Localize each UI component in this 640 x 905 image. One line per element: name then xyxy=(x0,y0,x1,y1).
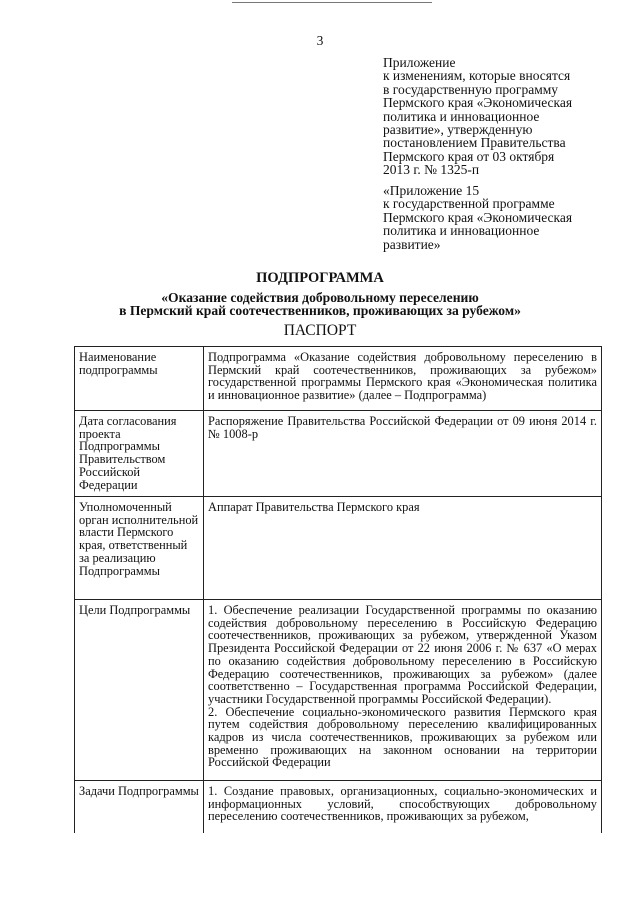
row-label: Цели Подпрограммы xyxy=(75,600,204,781)
appendix-2-line: Пермского края «Экономическая xyxy=(383,209,573,225)
row-label: Дата согласования проекта Подпрограммы Правительством Российской Федерации xyxy=(75,411,204,497)
row-value-paragraph: 1. Создание правовых, организационных, социально-экономических и информационных условий, способствующих добровольному переселению соотечественников, проживающих за рубежом, xyxy=(208,784,597,824)
passport-table xyxy=(74,346,602,833)
row-value xyxy=(204,411,602,497)
row-value-paragraph: Аппарат Правительства Пермского края xyxy=(208,500,420,514)
appendix-1-line: Приложение xyxy=(383,55,456,70)
appendix-note-2 xyxy=(383,184,633,251)
row-label: Наименование подпрограммы xyxy=(75,347,204,411)
appendix-1-line: развитие», утвержденную xyxy=(383,122,533,138)
appendix-note-1 xyxy=(383,56,633,177)
appendix-1-line: 2013 г. № 1325-п xyxy=(383,162,480,178)
appendix-2-line: развитие» xyxy=(383,236,441,252)
row-value-paragraph: 1. Обеспечение реализации Государственной программы по оказанию содействия добровольному переселению в Российскую Федерацию соотечественников, проживающих за рубежом, утвержденной Указом Президента Российской Федерации от 22 июня 2006 г. № 637 «О мерах по оказанию содействия добровольному переселению в Российскую Федерацию соотечественников, проживающих за рубежом» (далее соответственно – Государственная программа Российской Федерации, участники Государственной программы Российской Федерации). xyxy=(208,603,597,706)
appendix-1-line: постановлением Правительства xyxy=(383,135,566,151)
row-value-paragraph: Распоряжение Правительства Российской Федерации от 09 июня 2014 г. № 1008-р xyxy=(208,414,597,441)
appendix-1-line: Пермского края «Экономическая xyxy=(383,95,573,111)
row-value xyxy=(204,781,602,833)
row-value-paragraph: 2. Обеспечение социально-экономического развития Пермского края путем содействия добровольному переселению квалифицированных кадров из числа соотечественников, проживающих за рубежом или временно проживающих на законном основании на территории Российской Федерации xyxy=(208,704,597,770)
row-value-paragraph: Подпрограмма «Оказание содействия добровольному переселению в Пермский край соотечественников, проживающих за рубежом» государственной программы Пермского края «Экономическая политика и инновационное развитие» (далее – Подпрограмма) xyxy=(208,350,597,403)
table-row xyxy=(75,600,602,781)
row-label: Уполномоченный орган исполнительной власти Пермского края, ответственный за реализацию Подпрограммы xyxy=(75,497,204,600)
row-value xyxy=(204,600,602,781)
row-value xyxy=(204,347,602,411)
table-row xyxy=(75,347,602,411)
appendix-1-line: Пермского края от 03 октября xyxy=(383,148,555,164)
row-value xyxy=(204,497,602,600)
document-subtitle-line-2: в Пермский край соотечественников, проживающих за рубежом» xyxy=(119,303,521,318)
document-title: ПОДПРОГРАММА xyxy=(256,270,384,286)
appendix-1-line: к изменениям, которые вносятся xyxy=(383,68,571,84)
table-row xyxy=(75,781,602,833)
appendix-2-line: «Приложение 15 xyxy=(383,183,480,198)
appendix-2-line: к государственной программе xyxy=(383,196,555,212)
appendix-1-line: политика и инновационное xyxy=(383,108,540,124)
row-label: Задачи Подпрограммы xyxy=(75,781,204,833)
table-row xyxy=(75,497,602,600)
page-number: 3 xyxy=(316,33,324,48)
table-row xyxy=(75,411,602,497)
appendix-2-line: политика и инновационное xyxy=(383,223,540,239)
passport-heading: ПАСПОРТ xyxy=(283,322,357,339)
top-divider xyxy=(232,2,432,3)
document-subtitle-line-1: «Оказание содействия добровольному переселению xyxy=(161,290,479,305)
appendix-1-line: в государственную программу xyxy=(383,81,559,97)
